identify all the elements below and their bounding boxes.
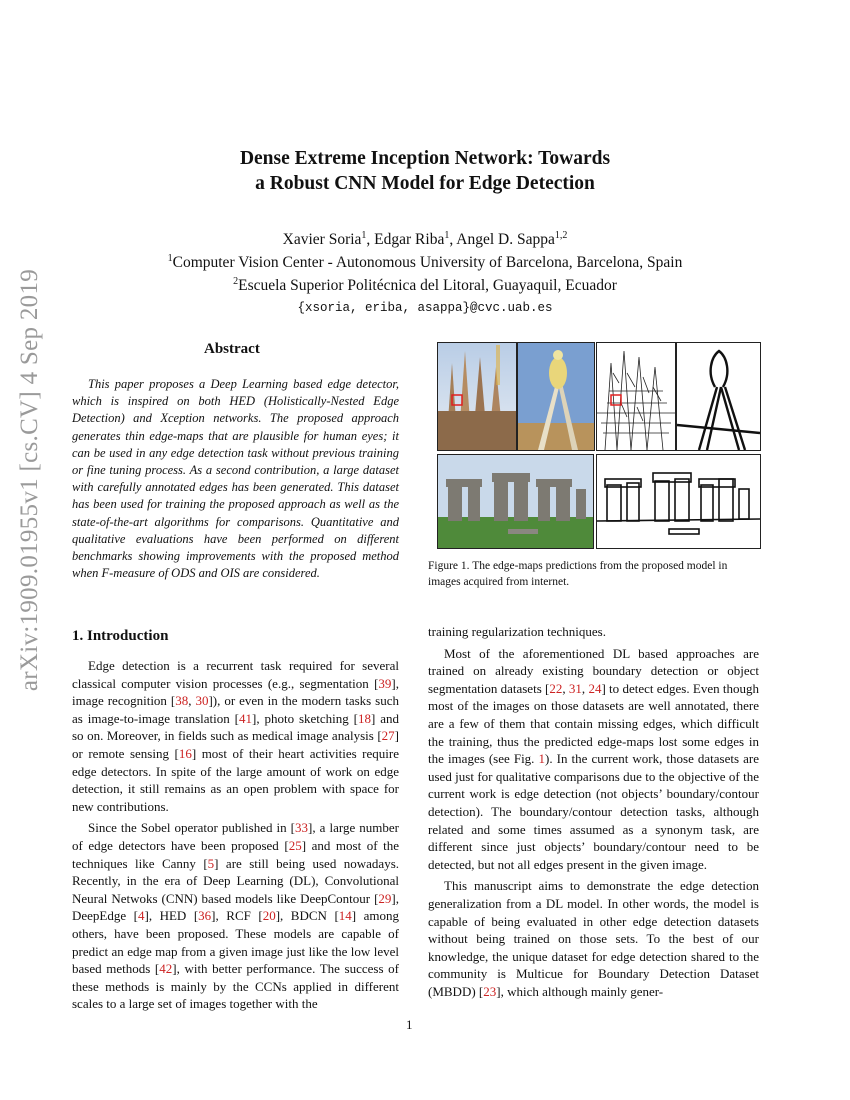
author-affiliation-mark: 1 bbox=[361, 230, 367, 241]
citation-link[interactable]: 16 bbox=[178, 745, 192, 761]
citation-link[interactable]: 5 bbox=[207, 855, 215, 871]
citation-link[interactable]: 22 bbox=[549, 680, 563, 696]
author-name: Angel D. Sappa bbox=[456, 231, 555, 249]
figure-1-caption: Figure 1. The edge-maps predictions from the proposed model in images acquired from internet. bbox=[428, 560, 728, 588]
arxiv-stamp bbox=[6, 268, 54, 692]
affiliation-mark: 2 bbox=[233, 276, 239, 288]
intro-paragraph-2: Since the Sobel operator published in [33], a large number of edge detectors have been proposed [25] and most of the techniques like Canny [5] are still being used nowadays. Recently, in the era of Deep Learning (DL), Convolutional Neural Netwoks (CNN) based models like DeepContour [29], DeepEdge [4], HED [36], RCF [20], BDCN [14] among others, have been proposed. These models are capable of predict an edge map from a given image just like the low level based methods [42], with better performance. The success of these methods is mainly by the CCNs applied in different scales to a large set of images together with the bbox=[72, 820, 400, 1012]
citation-link[interactable]: 38 bbox=[175, 693, 189, 709]
intro-paragraph-4: This manuscript aims to demonstrate the edge detection generalization from a DL model. In other words, the model is capable of being evaluated in other edge detection datasets without being trained on those sets. To the best of our knowledge, the unique dataset for edge detection shared to the community is Multicue for Boundary Detection Dataset (MBDD) [23], which although mainly gener- bbox=[428, 878, 759, 999]
citation-link[interactable]: 4 bbox=[138, 908, 145, 924]
citation-link[interactable]: 1 bbox=[538, 751, 545, 767]
affiliation-1 bbox=[120, 249, 730, 272]
affiliation-mark: 1 bbox=[167, 253, 173, 265]
figure-1-panel bbox=[437, 342, 759, 548]
citation-link[interactable]: 41 bbox=[239, 710, 252, 726]
citation-link[interactable]: 23 bbox=[483, 983, 497, 999]
citation-link[interactable]: 36 bbox=[198, 908, 212, 924]
citation-link[interactable]: 27 bbox=[381, 728, 395, 744]
right-column-body bbox=[428, 623, 759, 1000]
paper-title bbox=[150, 146, 700, 196]
author-name: Xavier Soria bbox=[282, 231, 362, 249]
author-block bbox=[120, 226, 730, 318]
affiliation-text: Escuela Superior Politécnica del Litoral, Guayaquil, Ecuador bbox=[238, 277, 617, 295]
abstract-heading: Abstract bbox=[204, 341, 260, 357]
citation-link[interactable]: 24 bbox=[588, 680, 602, 696]
intro-paragraph-1: Edge detection is a recurrent task required for several classical computer vision processes (e.g., segmentation [39], image recognition [38, 30]), or even in the modern tasks such as image-to-image translation [41], photo sketching [18] and so on. Moreover, in fields such as medical image analysis [27] or remote sensing [16] most of their heart activities require edge detectors. In spite of the large amount of work on edge detection, it still remains as an open problem with space for new contributions. bbox=[72, 658, 400, 814]
citation-link[interactable]: 14 bbox=[338, 908, 352, 924]
citation-link[interactable]: 39 bbox=[378, 675, 392, 691]
author-names: Xavier Soria$^1$, Edgar Riba$^1$, Angel D. Sappa$^{1,2}$ bbox=[282, 230, 568, 249]
author-name: Edgar Riba bbox=[374, 231, 445, 249]
figure-image-stonehenge-photo bbox=[437, 454, 594, 549]
intro-paragraph-3: Most of the aforementioned DL based approaches are trained on already existing boundary detection or object segmentation datasets [22, 31, 24] to detect edges. Even though most of the images on those datasets are well annotated, there are a few of them that contain missing edges, which difficult the training, thus the predicted edge-maps lost some edges in the images (see Fig. 1). In the current work, those datasets are used just for qualitative comparisons due to the objective of the current work is edge detection (not objects’ boundary/contour detection). The boundary/contour detection tasks, although related and some times assumed as a synonym task, are different since just objects’ boundary/contour need to be detected, but not all edges present in the given image. bbox=[428, 645, 759, 872]
section-heading-introduction: 1. Introduction bbox=[72, 628, 169, 644]
citation-link[interactable]: 29 bbox=[378, 890, 392, 906]
figure-image-sculpture-edges bbox=[676, 342, 761, 451]
citation-link[interactable]: 42 bbox=[159, 961, 173, 977]
author-emails: {xsoria, eriba, asappa}@cvc.uab.es bbox=[297, 301, 553, 316]
figure-image-sculpture-photo bbox=[517, 342, 595, 451]
figure-image-stonehenge-edges bbox=[596, 454, 761, 549]
citation-link[interactable]: 18 bbox=[358, 710, 372, 726]
figure-image-cathedral-edges bbox=[596, 342, 676, 451]
title-line-1: Dense Extreme Inception Network: Towards bbox=[239, 148, 611, 169]
citation-link[interactable]: 25 bbox=[288, 837, 302, 853]
author-affiliation-mark: 1 bbox=[444, 230, 450, 241]
citation-link[interactable]: 30 bbox=[195, 693, 209, 709]
affiliation-2 bbox=[120, 272, 730, 295]
affiliation-text: Computer Vision Center - Autonomous University of Barcelona, Barcelona, Spain bbox=[172, 254, 683, 272]
title-line-2: a Robust CNN Model for Edge Detection bbox=[255, 173, 595, 194]
author-affiliation-mark: 1,2 bbox=[554, 230, 568, 241]
citation-link[interactable]: 31 bbox=[568, 680, 582, 696]
intro-paragraph-continued: training regularization techniques. bbox=[428, 624, 606, 639]
figure-image-cathedral-photo bbox=[437, 342, 517, 451]
abstract-body bbox=[72, 376, 399, 582]
page-number: 1 bbox=[406, 1017, 413, 1032]
citation-link[interactable]: 20 bbox=[262, 908, 276, 924]
left-column-body bbox=[72, 657, 399, 1013]
citation-link[interactable]: 33 bbox=[295, 820, 309, 836]
arxiv-stamp-text: arXiv:1909.01955v1 [cs.CV] 4 Sep 2019 bbox=[16, 268, 43, 692]
abstract-text: This paper proposes a Deep Learning based edge detector, which is inspired on both HED (Holistically-Nested Edge Detection) and Xception networks. The proposed approach generates thin edge-maps that are plausible for human eyes; it can be used in any edge detection task without previous training or fine tuning process. As a second contribution, a large dataset with carefully annotated edges has been generated. This dataset has been used for training the proposed approach as well as the state-of-the-art algorithms for comparisons. Quantitative and qualitative evaluations have been performed on different benchmarks showing improvements with the proposed method when F-measure of ODS and OIS are considered. bbox=[72, 377, 399, 581]
